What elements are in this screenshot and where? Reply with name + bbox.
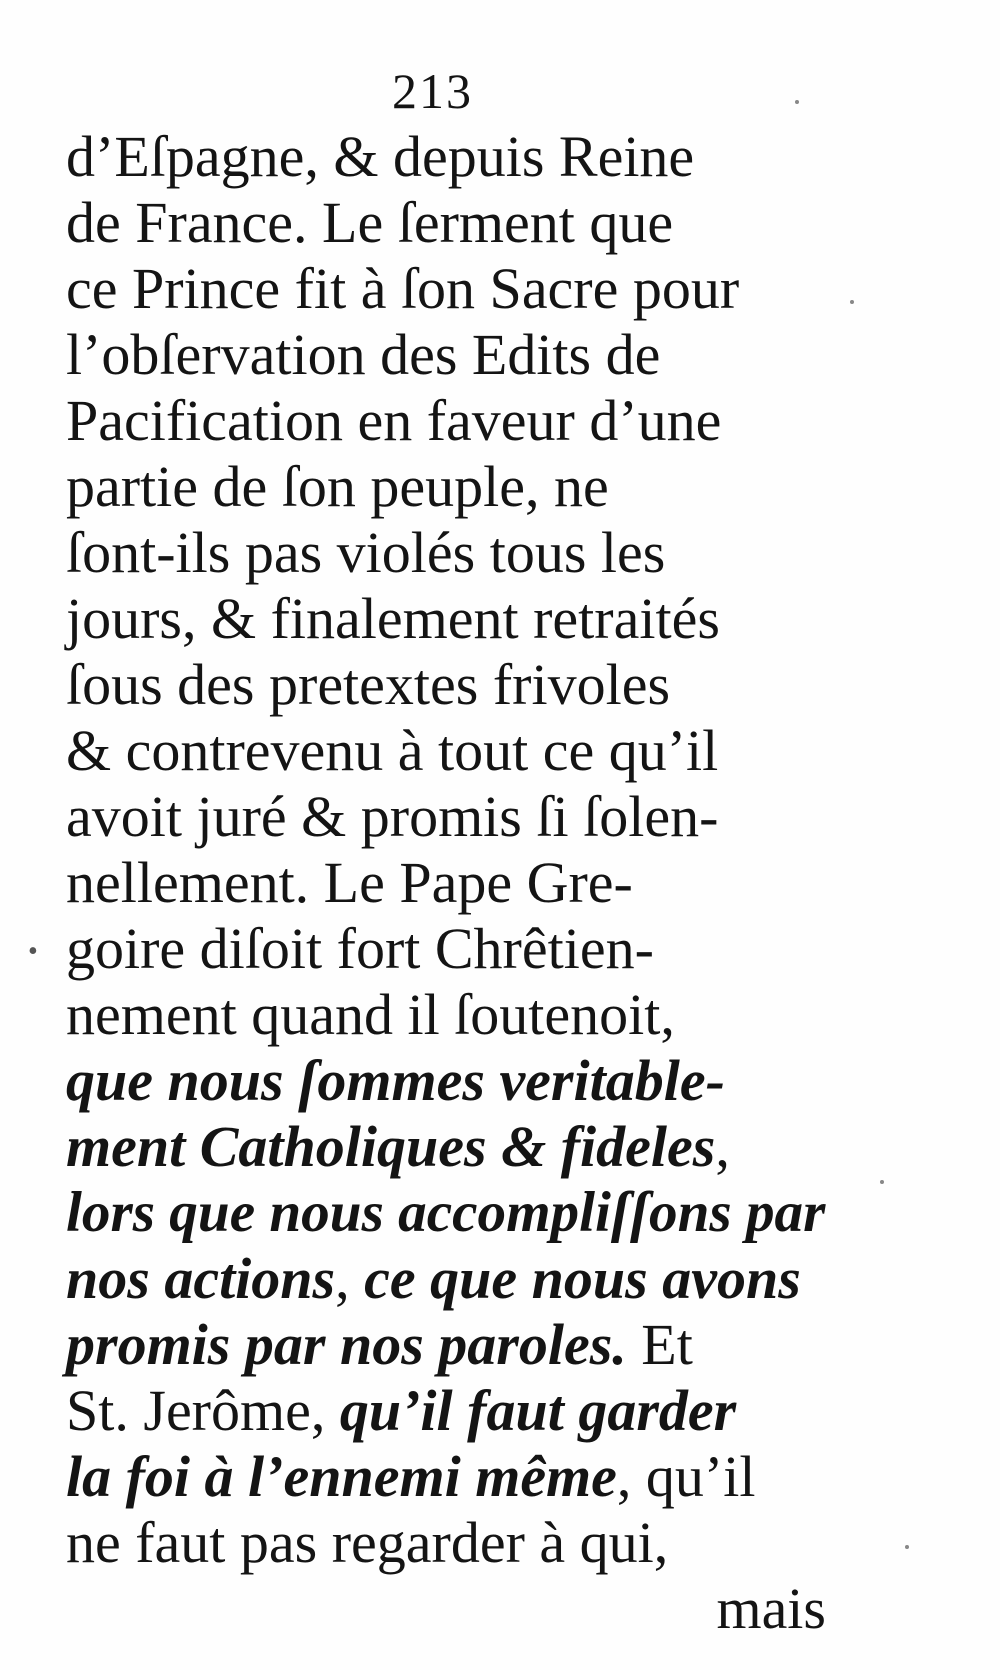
italic-text-run: lors que nous accompliſſons par — [66, 1181, 826, 1244]
text-run: de France. Le ſerment que — [66, 190, 674, 255]
text-line — [66, 1114, 826, 1180]
text-line — [66, 520, 826, 586]
text-line — [66, 124, 826, 190]
text-line — [66, 718, 826, 784]
text-line — [66, 1510, 826, 1576]
italic-text-run: ce que nous avons — [364, 1246, 801, 1311]
page-number: 213 — [392, 63, 473, 119]
text-run: , — [335, 1246, 365, 1311]
text-line — [66, 586, 826, 652]
text-run: jours, & finalement retraités — [66, 586, 720, 651]
text-line — [66, 1312, 826, 1378]
paper-speck — [795, 100, 799, 104]
paper-speck — [850, 300, 854, 304]
text-line — [66, 784, 826, 850]
text-run: avoit juré & promis ſi ſolen- — [66, 784, 719, 849]
text-run: , qu’il — [616, 1444, 756, 1509]
text-line — [66, 190, 826, 256]
text-line — [66, 982, 826, 1048]
text-run: Pacification en faveur d’une — [66, 388, 722, 453]
paper-speck — [880, 1180, 884, 1184]
body-text — [66, 124, 826, 1642]
text-line — [66, 1378, 826, 1444]
margin-mark: • — [28, 936, 38, 967]
text-run: Et — [626, 1312, 693, 1377]
text-run: ne faut pas regarder à qui, — [66, 1510, 669, 1575]
text-line — [66, 1444, 826, 1510]
italic-text-run: que nous ſommes veritable- — [66, 1048, 725, 1113]
italic-text-run: qu’il faut garder — [339, 1378, 737, 1443]
text-run: ſous des pretextes frivoles — [66, 652, 671, 717]
text-run: St. Jerôme, — [66, 1378, 340, 1443]
italic-text-run: la foi à l’ennemi même — [66, 1444, 617, 1509]
text-line — [66, 1048, 826, 1114]
library-stamp — [80, 1585, 160, 1609]
text-run: mais — [716, 1576, 826, 1641]
text-line — [66, 388, 826, 454]
text-run: partie de ſon peuple, ne — [66, 454, 609, 519]
text-run: l’obſervation des Edits de — [66, 322, 661, 387]
text-line — [66, 916, 826, 982]
text-line — [66, 850, 826, 916]
text-line — [66, 1180, 826, 1246]
text-run: ſont-ils pas violés tous les — [66, 520, 666, 585]
text-run: ce Prince fit à ſon Sacre pour — [66, 256, 740, 321]
italic-text-run: nos actions — [66, 1246, 336, 1311]
text-line — [66, 1246, 826, 1312]
text-line — [66, 1576, 826, 1642]
text-run: d’Eſpagne, & depuis Reine — [66, 124, 695, 189]
text-line — [66, 322, 826, 388]
paper-speck — [905, 1545, 909, 1549]
text-run: nement quand il ſoutenoit, — [66, 982, 675, 1047]
text-run: & contrevenu à tout ce qu’il — [66, 718, 719, 783]
italic-text-run: promis par nos paroles. — [66, 1312, 627, 1377]
text-run: goire diſoit fort Chrêtien- — [66, 916, 654, 981]
text-run: , — [715, 1114, 730, 1179]
text-line — [66, 454, 826, 520]
text-run: nellement. Le Pape Gre- — [66, 850, 633, 915]
text-line — [66, 652, 826, 718]
italic-text-run: ment Catholiques & fideles — [66, 1114, 716, 1179]
text-line — [66, 256, 826, 322]
